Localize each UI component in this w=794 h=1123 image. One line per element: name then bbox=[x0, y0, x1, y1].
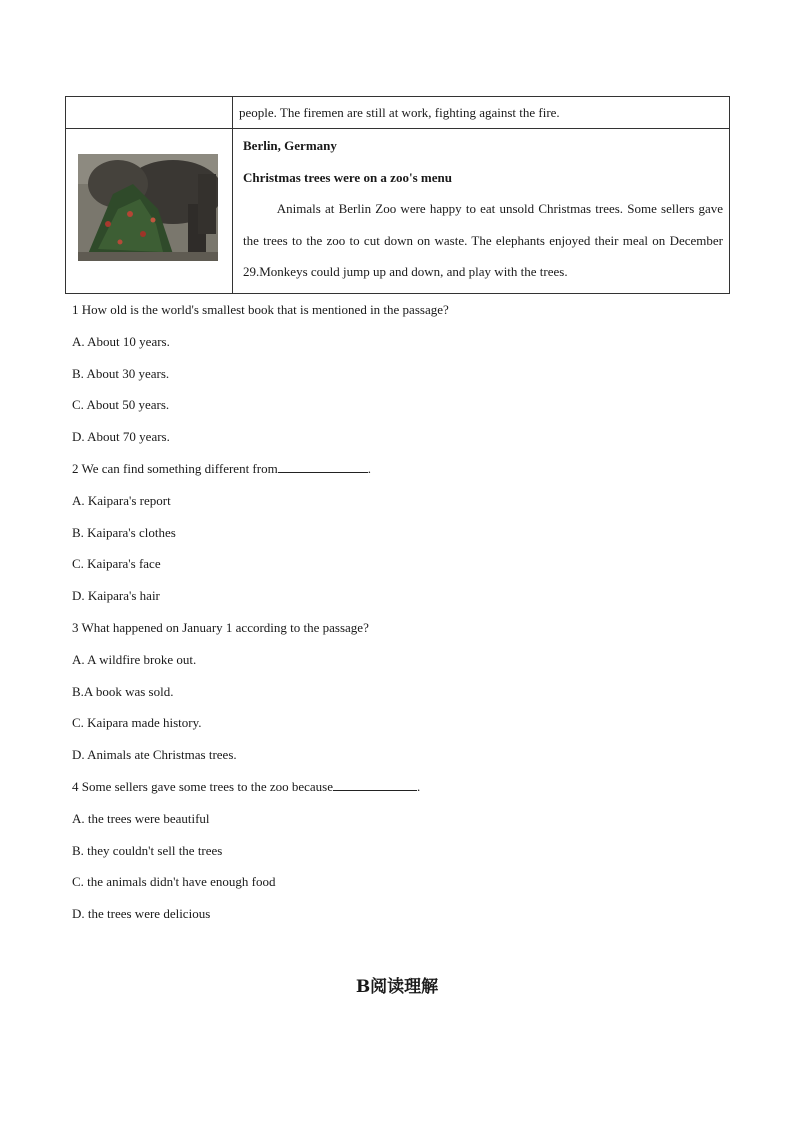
question-text: 4 Some sellers gave some trees to the zoo because bbox=[72, 778, 333, 794]
option: C. Kaipara made history. bbox=[72, 715, 202, 731]
option: B. they couldn't sell the trees bbox=[72, 842, 223, 858]
table-row bbox=[66, 97, 730, 129]
option: D. the trees were delicious bbox=[72, 906, 211, 922]
text-cell bbox=[233, 97, 730, 129]
question-stem bbox=[72, 777, 732, 809]
option: B.A book was sold. bbox=[72, 683, 174, 699]
empty-cell bbox=[66, 97, 233, 129]
option: B. Kaipara's clothes bbox=[72, 524, 176, 540]
article-dateline: Berlin, Germany bbox=[243, 138, 337, 153]
option: D. Animals ate Christmas trees. bbox=[72, 747, 237, 763]
table-row bbox=[66, 129, 730, 294]
question-end: . bbox=[417, 778, 421, 794]
option: A. About 10 years. bbox=[72, 333, 170, 349]
answer-blank bbox=[333, 778, 417, 791]
article-cell bbox=[233, 129, 730, 294]
answer-blank bbox=[278, 460, 368, 473]
option: C. About 50 years. bbox=[72, 397, 170, 413]
news-table bbox=[65, 96, 730, 294]
article-body: Animals at Berlin Zoo were happy to eat unsold Christmas trees. Some sellers gave the trees to the zoo to cut down on waste. The elephants enjoyed their meal on December 29.Monkeys could jump up and down, and play with the trees. bbox=[243, 201, 723, 279]
question-stem: 1 How old is the world's smallest book that is mentioned in the passage? bbox=[72, 302, 449, 317]
question-stem: 3 What happened on January 1 according to the passage? bbox=[72, 619, 369, 635]
option: D. Kaipara's hair bbox=[72, 588, 160, 604]
option: A. A wildfire broke out. bbox=[72, 651, 197, 667]
fire-story-ending: people. The firemen are still at work, fighting against the fire. bbox=[239, 105, 560, 120]
option: B. About 30 years. bbox=[72, 365, 170, 381]
option: C. the animals didn't have enough food bbox=[72, 874, 276, 890]
option: C. Kaipara's face bbox=[72, 556, 161, 572]
section-title: B阅读理解 bbox=[355, 977, 439, 997]
photo-cell bbox=[66, 129, 233, 294]
question-list bbox=[72, 300, 732, 936]
option: D. About 70 years. bbox=[72, 429, 170, 445]
question-stem bbox=[72, 459, 732, 491]
article bbox=[233, 129, 729, 288]
option: A. Kaipara's report bbox=[72, 492, 171, 508]
elephant-christmas-tree-photo bbox=[78, 154, 218, 261]
article-headline: Christmas trees were on a zoo's menu bbox=[243, 170, 452, 185]
question-text: 2 We can find something different from bbox=[72, 460, 278, 476]
option: A. the trees were beautiful bbox=[72, 810, 210, 826]
question-end: . bbox=[367, 460, 371, 476]
